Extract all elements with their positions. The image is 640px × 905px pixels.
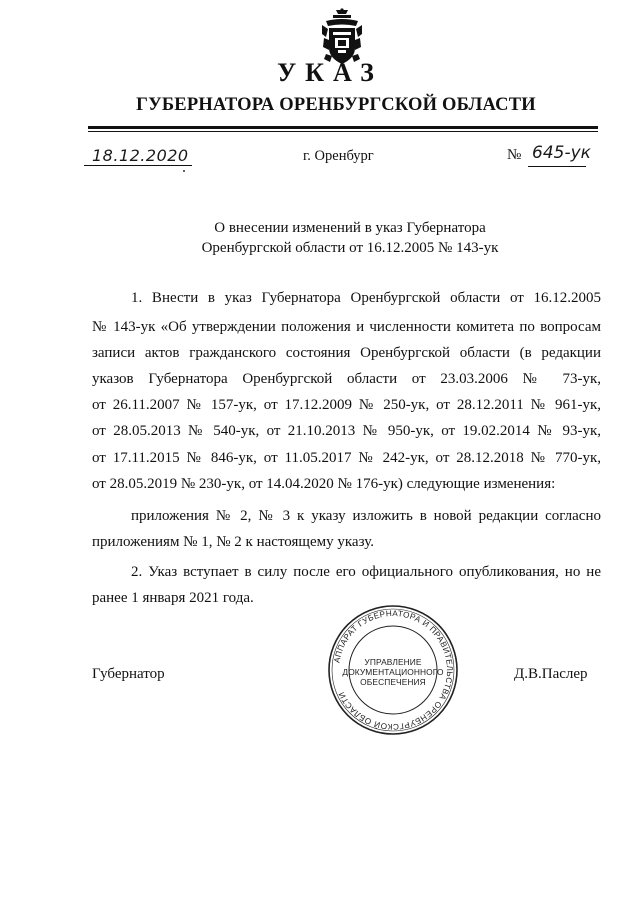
number-underline [528,166,586,167]
header-divider-thin [88,131,598,132]
date-underline [84,165,192,166]
subject-line-2: Оренбургской области от 16.12.2005 № 143-ук [201,240,499,256]
svg-text:АППАРАТ ГУБЕРНАТОРА И ПРАВИТЕЛ: АППАРАТ ГУБЕРНАТОРА И ПРАВИТЕЛЬСТВА ОРЕНБУРГСКОЙ ОБЛАСТИ [332,608,455,732]
issuer-title: ГУБЕРНАТОРА ОРЕНБУРГСКОЙ ОБЛАСТИ [136,95,536,115]
decree-city: г. Оренбург [303,148,374,164]
signatory-role: Губернатор [92,666,165,682]
stamp-text-line-2: ДОКУМЕНТАЦИОННОГО [342,667,444,677]
body-line: № 143-ук «Об утверждении положения и численности комитета по вопросам [92,319,601,335]
subject-line-1: О внесении изменений в указ Губернатора [214,220,486,236]
body-line: 2. Указ вступает в силу после его официального опубликования, но не [131,564,601,580]
decree-date: 18.12.2020 [92,146,189,165]
signatory-name: Д.В.Паслер [514,666,588,682]
official-stamp [326,603,460,737]
decree-title: УКАЗ [277,58,383,87]
body-line: 1. Внести в указ Губернатора Оренбургской области от 16.12.2005 [131,290,601,306]
body-line: от 26.11.2007 № 157-ук, от 17.12.2009 № 250-ук, от 28.12.2011 № 961-ук, [92,397,601,413]
header-divider-thick [88,126,598,129]
decree-number: 645-ук [532,143,591,163]
body-line: приложениям № 1, № 2 к настоящему указу. [92,534,374,550]
body-line: записи актов гражданского состояния Оренбургской области (в редакции [92,345,601,361]
body-line: от 28.05.2013 № 540-ук, от 21.10.2013 № 950-ук, от 19.02.2014 № 93-ук, [92,423,601,439]
stamp-text-line-3: ОБЕСПЕЧЕНИЯ [360,677,426,687]
document-subject [120,218,580,258]
stamp-text-line-1: УПРАВЛЕНИЕ [364,657,422,667]
body-line: указов Губернатора Оренбургской области от 23.03.2006 № 73-ук, [92,371,601,387]
body-line: от 28.05.2019 № 230-ук, от 14.04.2020 № 176-ук) следующие изменения: [92,476,556,492]
body-line: от 17.11.2015 № 846-ук, от 11.05.2017 № 242-ук, от 28.12.2018 № 770-ук, [92,450,601,466]
body-line: ранее 1 января 2021 года. [92,590,254,606]
body-line: приложения № 2, № 3 к указу изложить в новой редакции согласно [131,508,601,524]
ink-dot [183,170,185,172]
number-sign: № [507,147,522,163]
